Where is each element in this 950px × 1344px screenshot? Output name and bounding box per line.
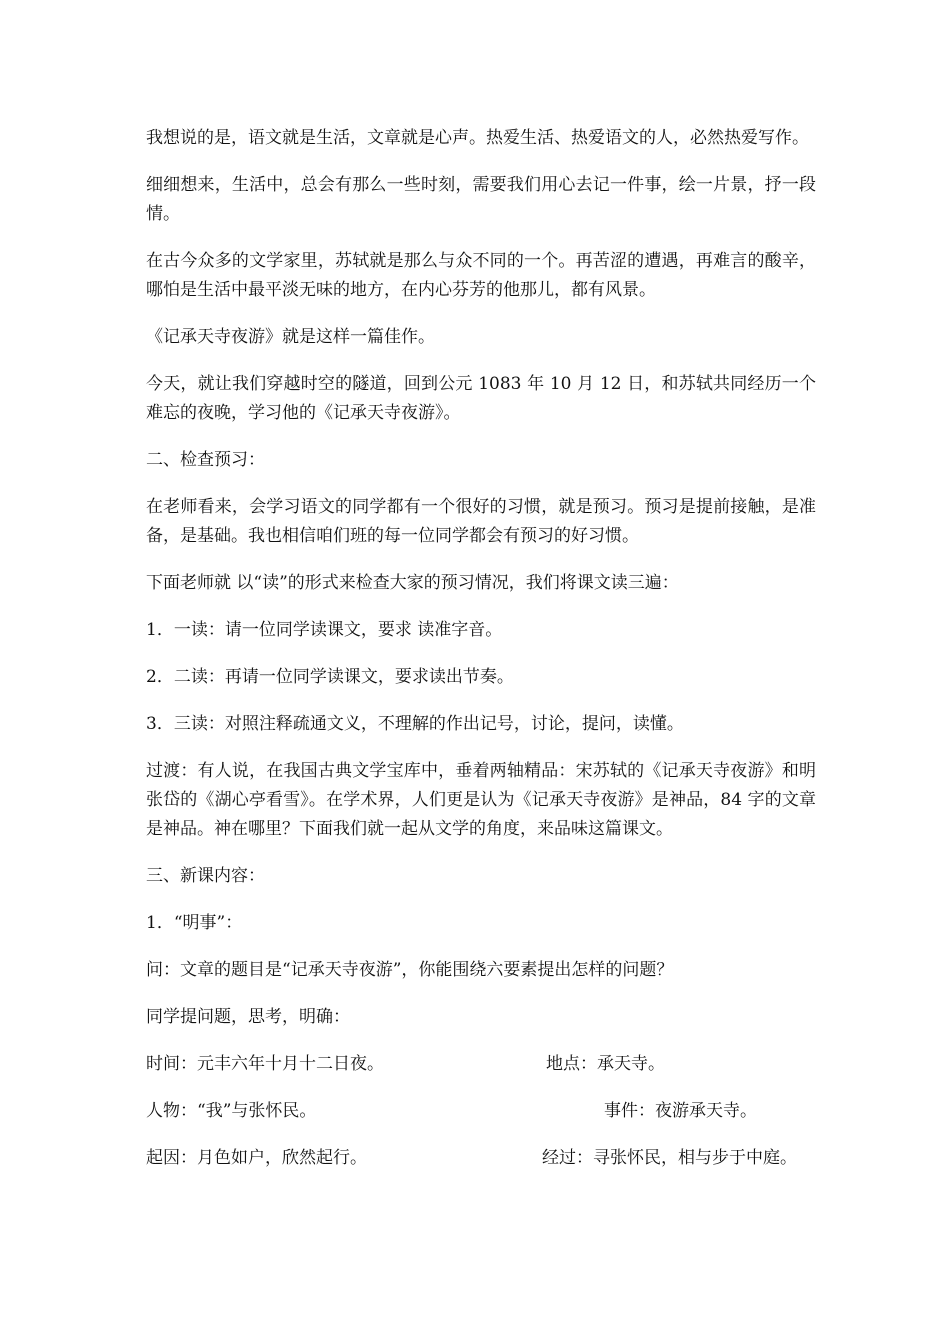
element-row-cause-process [146,1144,816,1173]
intro-paragraph-today: 今天，就让我们穿越时空的隧道，回到公元 1083 年 10 月 12 日，和苏轼共同经历一个难忘的夜晚，学习他的《记承天寺夜游》。 [146,374,816,423]
section-heading-preview: 二、检查预习： [146,450,265,470]
element-event: 事件：夜游承天寺。 [604,1101,757,1121]
element-cause: 起因：月色如户，欣然起行。 [146,1148,367,1168]
student-answer-intro: 同学提问题，思考，明确： [146,1007,350,1027]
subheading-ming-shi: 1．“明事”： [146,913,243,933]
intro-paragraph-masterpiece: 《记承天寺夜游》就是这样一篇佳作。 [146,327,435,347]
section-heading-new-lesson: 三、新课内容： [146,866,265,886]
element-row-people-event [146,1097,816,1126]
question-paragraph: 问：文章的题目是“记承天寺夜游”，你能围绕六要素提出怎样的问题？ [146,960,674,980]
reading-step-1: 1．一读：请一位同学读课文，要求 读准字音。 [146,620,503,640]
intro-paragraph-writing: 我想说的是，语文就是生活，文章就是心声。热爱生活、热爱语文的人，必然热爱写作。 [146,128,809,148]
document-body [146,124,816,1191]
reading-step-2: 2．二读：再请一位同学读课文，要求读出节奏。 [146,667,514,687]
reading-step-3: 3．三读：对照注释疏通文义，不理解的作出记号，讨论，提问，读懂。 [146,714,684,734]
element-people: 人物：“我”与张怀民。 [146,1101,317,1121]
element-process: 经过：寻张怀民，相与步于中庭。 [542,1148,797,1168]
intro-paragraph-su-shi: 在古今众多的文学家里，苏轼就是那么与众不同的一个。再苦涩的遭遇，再难言的酸辛，哪怕是生活中最平淡无味的地方，在内心芬芳的他那儿，都有风景。 [146,251,816,300]
element-place: 地点：承天寺。 [546,1054,665,1074]
transition-paragraph: 过渡：有人说，在我国古典文学宝库中，垂着两轴精品：宋苏轼的《记承天寺夜游》和明张岱的《湖心亭看雪》。在学术界，人们更是认为《记承天寺夜游》是神品，84 字的文章是神品。神在哪里？下面我们就一起从文学的角度，来品味这篇课文。 [146,761,816,839]
preview-paragraph-reading: 下面老师就 以“读”的形式来检查大家的预习情况，我们将课文读三遍： [146,573,679,593]
element-row-time-place [146,1050,816,1079]
element-time: 时间：元丰六年十月十二日夜。 [146,1054,384,1074]
intro-paragraph-moments: 细细想来，生活中，总会有那么一些时刻，需要我们用心去记一件事，绘一片景，抒一段情。 [146,175,816,224]
preview-paragraph-habit: 在老师看来，会学习语文的同学都有一个很好的习惯，就是预习。预习是提前接触，是准备，是基础。我也相信咱们班的每一位同学都会有预习的好习惯。 [146,497,816,546]
